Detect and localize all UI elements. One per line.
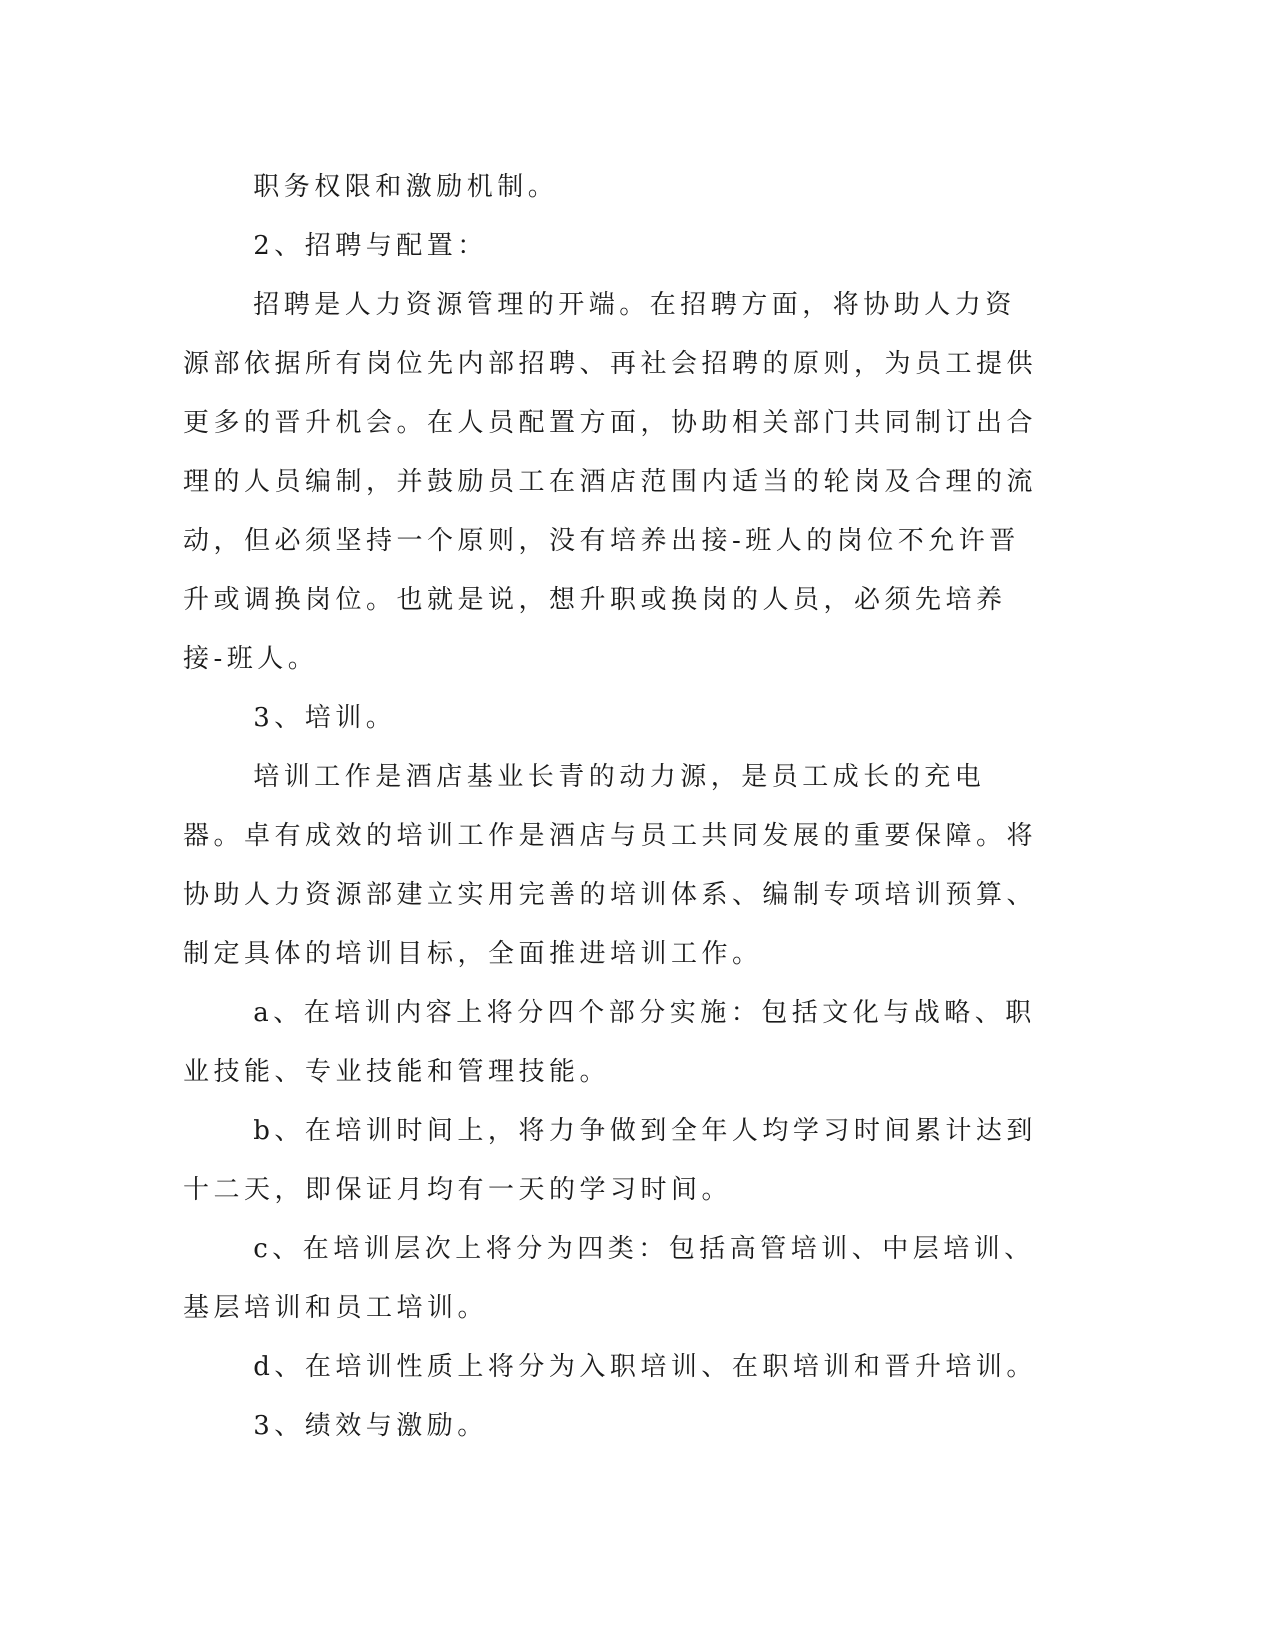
- heading-recruitment: 2、招聘与配置：: [253, 231, 488, 261]
- list-item-a: a、在培训内容上将分四个部分实施：包括文化与战略、职业技能、专业技能和管理技能。: [183, 998, 1036, 1087]
- paragraph-continuation: 职务权限和激励机制。: [253, 172, 559, 202]
- paragraph-training: 培训工作是酒店基业长青的动力源，是员工成长的充电器。卓有成效的培训工作是酒店与员工共同发展的重要保障。将协助人力资源部建立实用完善的培训体系、编制专项培训预算、制定具体的培训目标，全面推进培训工作。: [183, 762, 1038, 969]
- list-item-b: b、在培训时间上，将力争做到全年人均学习时间累计达到十二天，即保证月均有一天的学习时间。: [183, 1116, 1037, 1205]
- list-item-c: c、在培训层次上将分为四类：包括高管培训、中层培训、基层培训和员工培训。: [183, 1234, 1035, 1323]
- document-body: [183, 158, 1045, 1456]
- heading-training: 3、培训。: [253, 703, 397, 733]
- paragraph-recruitment: 招聘是人力资源管理的开端。在招聘方面，将协助人力资源部依据所有岗位先内部招聘、再社会招聘的原则，为员工提供更多的晋升机会。在人员配置方面，协助相关部门共同制订出合理的人员编制，并鼓励员工在酒店范围内适当的轮岗及合理的流动，但必须坚持一个原则，没有培养出接-班人的岗位不允许晋升或调换岗位。也就是说，想升职或换岗的人员，必须先培养接-班人。: [183, 290, 1038, 674]
- list-item-d: d、在培训性质上将分为入职培训、在职培训和晋升培训。: [253, 1352, 1037, 1382]
- heading-performance: 3、绩效与激励。: [253, 1411, 488, 1441]
